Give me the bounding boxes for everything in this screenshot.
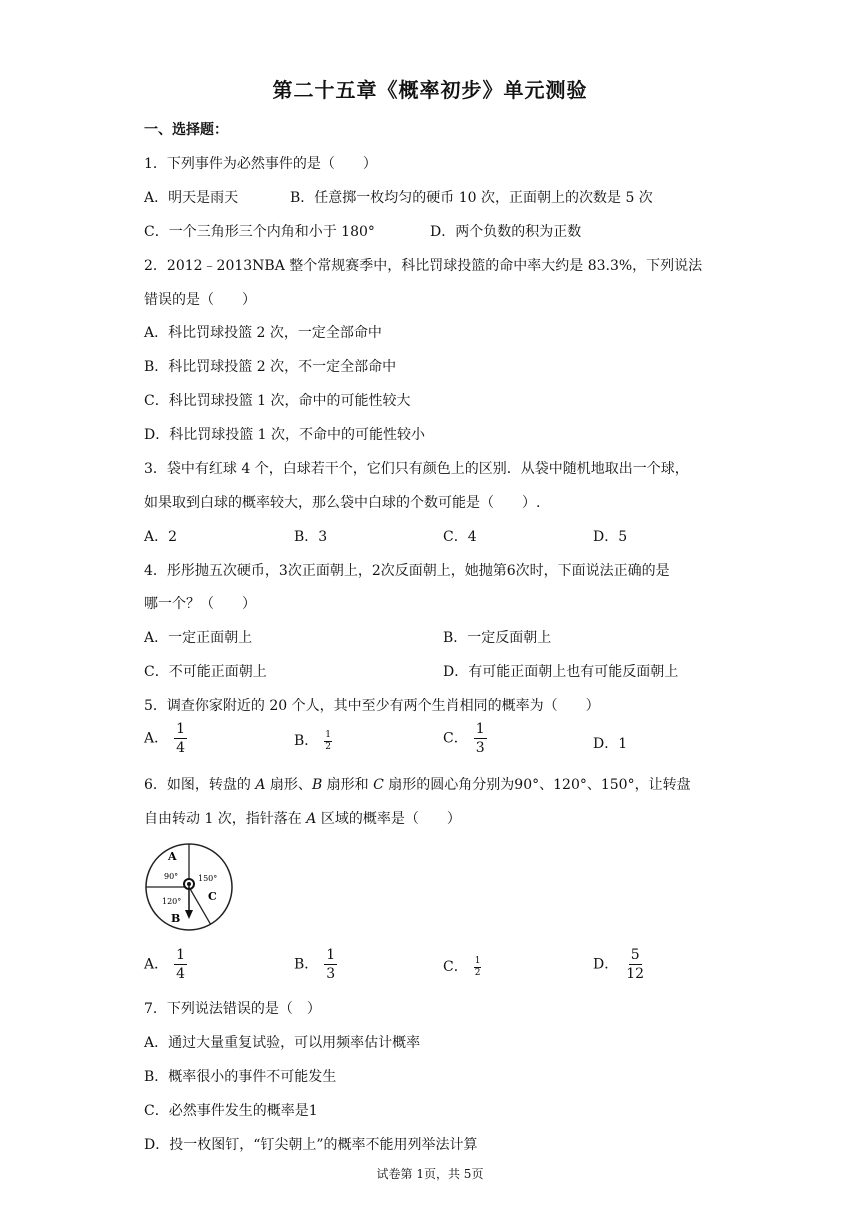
- spinner-figure: [144, 842, 234, 932]
- q6-option-c: [443, 956, 481, 978]
- q1-option-b: B．任意掷一枚均匀的硬币 10 次，正面朝上的次数是 5 次: [290, 190, 653, 206]
- text: 6．如图，转盘的: [144, 777, 256, 793]
- denominator: 4: [176, 966, 186, 982]
- q6-option-b-label: B．: [294, 956, 319, 973]
- q6-option-a-fraction: [174, 948, 187, 981]
- q6-option-d-fraction: [624, 948, 646, 981]
- q5-option-b-label: B．: [294, 733, 319, 749]
- q5-option-a-fraction: [174, 722, 187, 755]
- var-c: C: [373, 777, 384, 793]
- angle-b: 120°: [162, 897, 182, 906]
- q5-option-d: D．1: [593, 736, 628, 752]
- page-title: 第二十五章《概率初步》单元测验: [272, 78, 588, 102]
- denominator: 3: [475, 740, 485, 756]
- denominator: 3: [326, 966, 336, 982]
- numerator: 1: [176, 947, 186, 963]
- text: 区域的概率是（ ）: [316, 811, 461, 827]
- pointer-arrow-icon: [185, 910, 193, 919]
- denominator: 2: [474, 967, 481, 978]
- q1-option-a: A．明天是雨天: [144, 190, 239, 206]
- numerator: 1: [474, 955, 481, 966]
- denominator: 4: [176, 740, 186, 756]
- q5-option-c-label: C．: [443, 730, 468, 747]
- q4-option-c: C．不可能正面朝上: [144, 664, 267, 680]
- q7-option-a: A．通过大量重复试验，可以用频率估计概率: [144, 1035, 421, 1051]
- denominator: 2: [325, 741, 332, 752]
- q6-option-b: [294, 948, 337, 981]
- numerator: 1: [475, 721, 485, 737]
- q7-stem: 7．下列说法错误的是（ ）: [144, 1001, 321, 1017]
- text: 扇形的圆心角分别为90°、120°、150°，让转盘: [383, 777, 691, 793]
- q3-stem-line1: 3．袋中有红球 4 个，白球若干个，它们只有颜色上的区别．从袋中随机地取出一个球，: [144, 461, 689, 477]
- page-footer: 试卷第 1页，共 5页: [376, 1167, 484, 1181]
- q2-option-a: A．科比罚球投篮 2 次，一定全部命中: [144, 325, 382, 341]
- q5-option-b-fraction: [324, 731, 332, 752]
- q6-stem-line2: [144, 808, 461, 828]
- q6-option-a: [144, 948, 187, 981]
- angle-a: 90°: [164, 872, 179, 881]
- q1-option-d: D．两个负数的积为正数: [430, 224, 582, 240]
- q2-option-d: D．科比罚球投篮 1 次，不命中的可能性较小: [144, 427, 426, 443]
- q5-option-c-fraction: [474, 722, 487, 755]
- q5-option-a-label: A．: [144, 730, 169, 747]
- q5-option-c: [443, 722, 487, 755]
- q4-stem-line1: 4．彤彤抛五次硬币，3次正面朝上，2次反面朝上，她抛第6次时，下面说法正确的是: [144, 563, 670, 579]
- q3-stem-line2: 如果取到白球的概率较大，那么袋中白球的个数可能是（ ）.: [144, 495, 541, 511]
- q5-option-a: [144, 722, 187, 755]
- q6-option-d-label: D．: [593, 956, 619, 973]
- q6-option-c-fraction: [474, 957, 482, 978]
- q3-option-c: C．4: [443, 529, 477, 545]
- q6-option-a-label: A．: [144, 956, 169, 973]
- q6-option-d: [593, 948, 646, 981]
- q3-option-d: D．5: [593, 529, 628, 545]
- q6-option-c-label: C．: [443, 959, 468, 975]
- q3-option-a: A．2: [144, 529, 178, 545]
- section-heading: 一、选择题：: [144, 122, 228, 138]
- label-b: B: [171, 912, 181, 925]
- label-a: A: [168, 850, 177, 863]
- q7-option-c: C．必然事件发生的概率是1: [144, 1103, 318, 1119]
- q2-stem-line2: 错误的是（ ）: [144, 292, 256, 308]
- numerator: 1: [325, 729, 332, 740]
- spinner-hub-dot: [187, 882, 191, 886]
- numerator: 1: [326, 947, 336, 963]
- var-a: A: [255, 777, 266, 793]
- q5-option-b: [294, 730, 332, 752]
- numerator: 5: [630, 947, 640, 963]
- text: 扇形、: [265, 777, 312, 793]
- q1-stem: 1．下列事件为必然事件的是（ ）: [144, 156, 377, 172]
- q2-option-c: C．科比罚球投篮 1 次，命中的可能性较大: [144, 393, 411, 409]
- q2-stem-line1: 2．2012﹣2013NBA 整个常规赛季中，科比罚球投篮的命中率大约是 83.3%，下列说法: [144, 258, 703, 274]
- text: 自由转动 1 次，指针落在: [144, 811, 307, 827]
- q2-option-b: B．科比罚球投篮 2 次，不一定全部命中: [144, 359, 397, 375]
- q7-option-d: D．投一枚图钉，“钉尖朝上”的概率不能用列举法计算: [144, 1137, 478, 1153]
- q6-option-b-fraction: [324, 948, 337, 981]
- denominator: 12: [626, 966, 645, 982]
- text: 扇形和: [322, 777, 374, 793]
- q7-option-b: B．概率很小的事件不可能发生: [144, 1069, 337, 1085]
- q4-stem-line2: 哪一个？（ ）: [144, 596, 256, 612]
- q1-option-c: C．一个三角形三个内角和小于 180°: [144, 224, 375, 240]
- var-b: B: [311, 777, 323, 793]
- label-c: C: [208, 890, 217, 903]
- q4-option-a: A．一定正面朝上: [144, 630, 253, 646]
- q6-stem-line1: [144, 774, 691, 794]
- q3-option-b: B．3: [294, 529, 328, 545]
- q4-option-d: D．有可能正面朝上也有可能反面朝上: [443, 664, 679, 680]
- angle-c: 150°: [198, 874, 218, 883]
- var-a: A: [306, 811, 317, 827]
- numerator: 1: [176, 721, 186, 737]
- q5-stem: 5．调查你家附近的 20 个人，其中至少有两个生肖相同的概率为（ ）: [144, 698, 600, 714]
- q4-option-b: B．一定反面朝上: [443, 630, 552, 646]
